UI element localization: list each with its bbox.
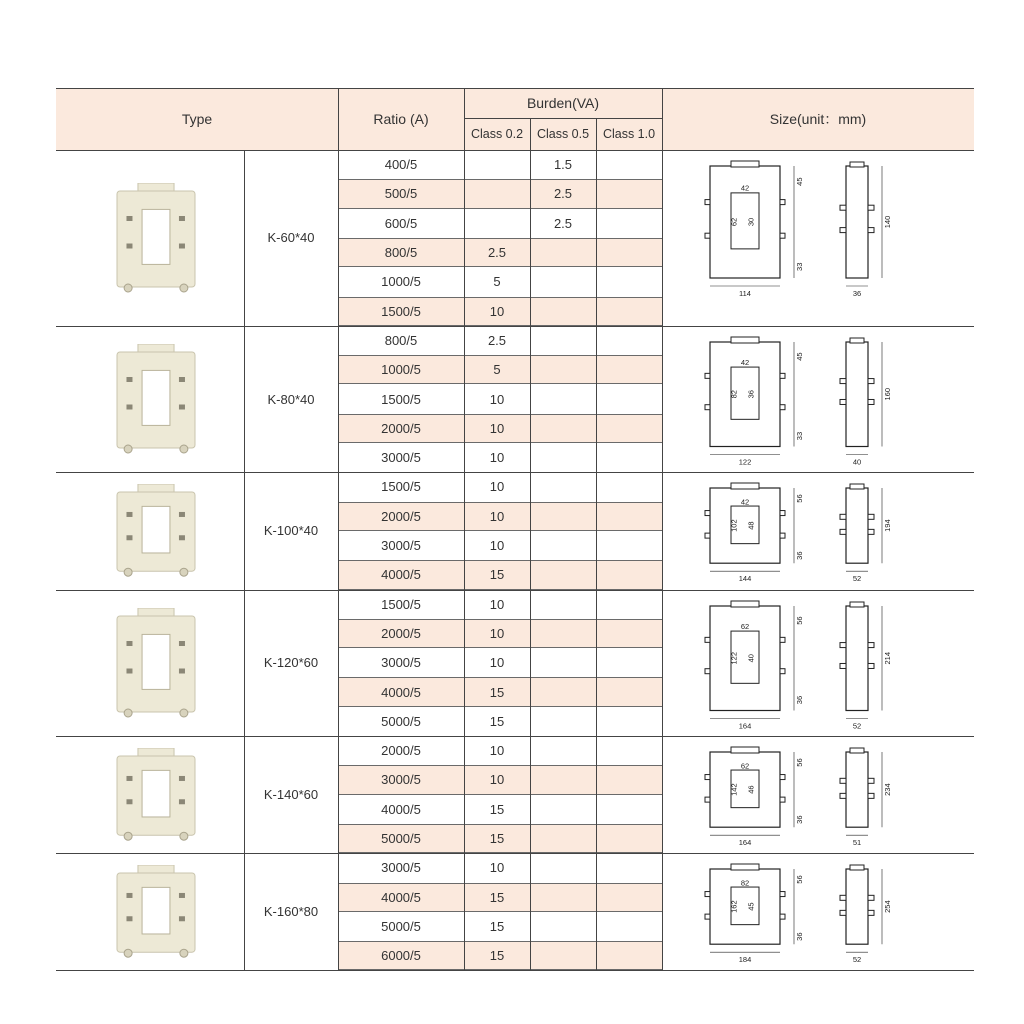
ratio-cell: 2000/5: [381, 420, 421, 436]
ratio-cell: 2000/5: [381, 508, 421, 524]
class-0-2-cell: 15: [489, 948, 505, 964]
ratio-cell: 5000/5: [381, 713, 421, 729]
class-1-0-cell: [596, 531, 662, 560]
class-0-2-cell: 15: [489, 713, 505, 729]
type-name-divider: [244, 150, 245, 970]
class-0-2-cell: 15: [489, 567, 505, 583]
class-divider: [596, 118, 597, 970]
class-0-5-cell: [530, 297, 596, 326]
class-0-5-cell: [530, 443, 596, 472]
dimension-drawing: [666, 154, 966, 322]
ratio-cell: 800/5: [384, 245, 418, 261]
ratio-left-border: [338, 88, 339, 970]
height-label: 194: [883, 519, 892, 533]
header-class-1-0: Class 1.0: [602, 127, 656, 141]
width-label: 164: [738, 721, 752, 730]
class-1-0-cell: [596, 355, 662, 384]
inner-width-label: 42: [740, 497, 750, 507]
model-name: K-120*60: [263, 655, 319, 671]
height-label: 140: [883, 215, 892, 229]
class-0-5-cell: [530, 853, 596, 882]
ratio-cell: 4000/5: [381, 567, 421, 583]
class-1-0-cell: [596, 795, 662, 824]
class-0-5-cell: 1.5: [553, 157, 573, 173]
class-0-2-cell: 15: [489, 918, 505, 934]
class-1-0-cell: [596, 150, 662, 179]
class-1-0-cell: [596, 443, 662, 472]
class-0-2-cell: 10: [489, 420, 505, 436]
class-0-2-cell: 15: [489, 831, 505, 847]
class-1-0-cell: [596, 590, 662, 619]
class-0-5-cell: [530, 502, 596, 531]
class-1-0-cell: [596, 297, 662, 326]
class-0-5-cell: [530, 824, 596, 853]
ratio-cell: 3000/5: [381, 860, 421, 876]
ratio-cell: 3000/5: [381, 772, 421, 788]
class-0-2-cell: 5: [493, 362, 501, 378]
class-1-0-cell: [596, 824, 662, 853]
ratio-cell: 3000/5: [381, 450, 421, 466]
class-0-2-cell: 10: [489, 450, 505, 466]
bottom-offset-label: 36: [795, 932, 804, 942]
spec-table: [56, 88, 974, 973]
class-1-0-cell: [596, 267, 662, 296]
product-photo: [115, 865, 197, 958]
class-0-2-cell: 10: [489, 303, 505, 319]
model-name: K-100*40: [263, 523, 319, 539]
inner-height-label: 30: [746, 217, 756, 227]
class-0-5-cell: [530, 238, 596, 267]
class-0-5-cell: [530, 736, 596, 765]
depth-label: 36: [852, 289, 862, 298]
class-0-2-cell: [464, 150, 530, 179]
width-label: 144: [738, 574, 752, 584]
class-0-2-cell: [464, 179, 530, 208]
class-0-2-cell: [464, 209, 530, 238]
class-1-0-cell: [596, 619, 662, 648]
class-0-2-cell: 10: [489, 479, 505, 495]
burden-sub-divider: [464, 118, 662, 119]
class-0-2-cell: 5: [493, 274, 501, 290]
ratio-cell: 4000/5: [381, 889, 421, 905]
header-size: Size(unit：mm): [769, 111, 867, 127]
window-height-label: 162: [729, 900, 739, 914]
class-0-5-cell: [530, 912, 596, 941]
class-1-0-cell: [596, 502, 662, 531]
ratio-cell: 500/5: [384, 186, 418, 202]
header-class-0-5: Class 0.5: [536, 127, 590, 141]
class-0-2-cell: 2.5: [487, 245, 507, 261]
class-1-0-cell: [596, 677, 662, 706]
header-burden: Burden(VA): [526, 95, 600, 111]
ratio-cell: 3000/5: [381, 655, 421, 671]
height-label: 160: [883, 387, 892, 401]
header-ratio: Ratio (A): [373, 111, 429, 127]
inner-width-label: 42: [740, 183, 750, 193]
class-0-2-cell: 15: [489, 801, 505, 817]
class-1-0-cell: [596, 209, 662, 238]
height-label: 214: [883, 651, 892, 665]
ratio-cell: 1500/5: [381, 479, 421, 495]
depth-label: 52: [852, 955, 862, 965]
class-0-2-cell: 10: [489, 508, 505, 524]
class-0-2-cell: 10: [489, 391, 505, 407]
depth-label: 52: [852, 721, 862, 730]
class-1-0-cell: [596, 238, 662, 267]
depth-label: 40: [852, 457, 862, 467]
product-photo: [115, 608, 197, 718]
top-offset-label: 56: [795, 875, 804, 884]
class-0-5-cell: [530, 677, 596, 706]
ratio-cell: 5000/5: [381, 918, 421, 934]
product-photo: [115, 484, 197, 577]
class-1-0-cell: [596, 736, 662, 765]
class-0-5-cell: [530, 941, 596, 970]
top-offset-label: 45: [795, 352, 804, 361]
dimension-drawing: [666, 740, 966, 849]
ratio-cell: 2000/5: [381, 625, 421, 641]
class-0-2-cell: 10: [489, 860, 505, 876]
window-height-label: 102: [729, 519, 739, 533]
model-name: K-60*40: [267, 230, 315, 246]
group-bottom-border: [56, 970, 974, 971]
ratio-cell: 1000/5: [381, 274, 421, 290]
inner-width-label: 82: [740, 878, 750, 888]
width-label: 184: [738, 955, 752, 965]
ratio-cell: 600/5: [384, 215, 418, 231]
class-0-5-cell: 2.5: [553, 186, 573, 202]
class-0-5-cell: [530, 883, 596, 912]
ratio-cell: 1500/5: [381, 596, 421, 612]
class-1-0-cell: [596, 853, 662, 882]
depth-label: 51: [852, 838, 862, 848]
class-1-0-cell: [596, 179, 662, 208]
class-0-5-cell: [530, 472, 596, 501]
class-0-2-cell: 10: [489, 772, 505, 788]
class-1-0-cell: [596, 384, 662, 413]
model-name: K-80*40: [267, 391, 315, 407]
dimension-drawing: [666, 857, 966, 966]
window-height-label: 122: [729, 651, 739, 665]
bottom-offset-label: 33: [795, 262, 804, 271]
class-0-5-cell: [530, 531, 596, 560]
table-top-border: [56, 88, 974, 89]
bottom-offset-label: 36: [795, 551, 804, 561]
class-0-2-cell: 10: [489, 655, 505, 671]
class-1-0-cell: [596, 560, 662, 589]
ratio-cell: 1500/5: [381, 303, 421, 319]
inner-height-label: 45: [746, 902, 756, 911]
class-0-5-cell: [530, 267, 596, 296]
inner-width-label: 62: [740, 761, 750, 771]
inner-height-label: 36: [746, 389, 756, 399]
inner-height-label: 48: [746, 521, 756, 531]
dimension-drawing: [666, 476, 966, 585]
ratio-cell: 4000/5: [381, 801, 421, 817]
dimension-drawing: [666, 330, 966, 469]
class-0-5-cell: [530, 326, 596, 355]
depth-label: 52: [852, 574, 862, 584]
ratio-cell: 6000/5: [381, 948, 421, 964]
ratio-cell: 1500/5: [381, 391, 421, 407]
burden-left-border: [464, 88, 465, 970]
size-left-border: [662, 88, 663, 970]
window-height-label: 82: [729, 389, 739, 399]
class-0-2-cell: 15: [489, 684, 505, 700]
class-0-5-cell: [530, 795, 596, 824]
class-0-5-cell: [530, 619, 596, 648]
class-0-5-cell: [530, 590, 596, 619]
class-0-5-cell: [530, 355, 596, 384]
top-offset-label: 56: [795, 494, 804, 503]
ratio-cell: 2000/5: [381, 743, 421, 759]
top-offset-label: 56: [795, 615, 804, 625]
class-0-2-cell: 10: [489, 538, 505, 554]
inner-width-label: 62: [740, 621, 750, 631]
header-type: Type: [181, 111, 213, 127]
bottom-offset-label: 36: [795, 695, 804, 704]
class-0-2-cell: 10: [489, 743, 505, 759]
window-height-label: 62: [729, 217, 739, 227]
class-1-0-cell: [596, 472, 662, 501]
class-0-2-cell: 10: [489, 625, 505, 641]
height-label: 254: [883, 900, 892, 914]
bottom-offset-label: 33: [795, 431, 804, 441]
class-0-5-cell: [530, 560, 596, 589]
window-height-label: 142: [729, 783, 739, 796]
class-divider: [530, 118, 531, 970]
width-label: 114: [739, 289, 751, 298]
header-class-0-2: Class 0.2: [470, 127, 524, 141]
class-1-0-cell: [596, 912, 662, 941]
class-0-5-cell: [530, 648, 596, 677]
ratio-cell: 5000/5: [381, 831, 421, 847]
width-label: 164: [738, 838, 752, 848]
inner-height-label: 46: [746, 785, 756, 794]
top-offset-label: 45: [795, 177, 804, 186]
ratio-cell: 1000/5: [381, 362, 421, 378]
height-label: 234: [883, 783, 892, 796]
model-name: K-160*80: [263, 904, 319, 920]
class-0-5-cell: [530, 414, 596, 443]
inner-height-label: 40: [746, 653, 756, 662]
product-photo: [115, 183, 197, 293]
class-1-0-cell: [596, 941, 662, 970]
inner-width-label: 42: [740, 357, 750, 367]
top-offset-label: 56: [795, 758, 804, 767]
width-label: 122: [738, 457, 752, 467]
class-0-2-cell: 10: [489, 596, 505, 612]
ratio-cell: 400/5: [384, 157, 418, 173]
class-0-2-cell: 15: [489, 889, 505, 905]
ratio-cell: 800/5: [384, 332, 418, 348]
ratio-cell: 3000/5: [381, 538, 421, 554]
class-1-0-cell: [596, 414, 662, 443]
class-1-0-cell: [596, 707, 662, 736]
class-1-0-cell: [596, 326, 662, 355]
class-0-5-cell: [530, 765, 596, 794]
ratio-cell: 4000/5: [381, 684, 421, 700]
product-photo: [115, 344, 197, 454]
class-0-2-cell: 2.5: [487, 332, 507, 348]
class-0-5-cell: 2.5: [553, 215, 573, 231]
class-1-0-cell: [596, 765, 662, 794]
class-0-5-cell: [530, 707, 596, 736]
product-photo: [115, 748, 197, 841]
dimension-drawing: [666, 594, 966, 733]
model-name: K-140*60: [263, 787, 319, 803]
bottom-offset-label: 36: [795, 815, 804, 824]
class-1-0-cell: [596, 883, 662, 912]
class-0-5-cell: [530, 384, 596, 413]
class-1-0-cell: [596, 648, 662, 677]
